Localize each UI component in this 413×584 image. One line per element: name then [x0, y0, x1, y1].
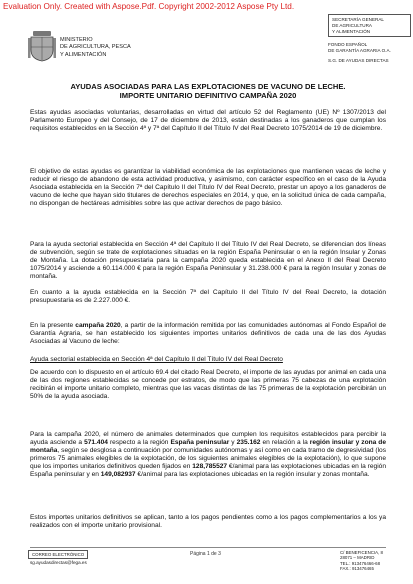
- address-line: C/ BENEFICENCIA, 8: [340, 550, 383, 555]
- text-run: €/animal para las explotaciones ubicadas en la región España peninsular y en: [30, 463, 387, 479]
- text-run: En la presente: [30, 322, 76, 329]
- bold-run: España peninsular: [170, 439, 230, 447]
- paragraph-campaign: [30, 322, 386, 346]
- text-run: en relación a la: [260, 439, 310, 447]
- bold-run: 235.162: [236, 439, 261, 447]
- document-title: [30, 82, 386, 100]
- paragraph-final: Estos importes unitarios definitivos se aplican, tanto a los pagos pendientes como a los pagos complementarios a los ya realizados con el importe unitario provisional.: [30, 514, 386, 530]
- paragraph-objective: El objetivo de estas ayudas es garantizar la viabilidad económica de las explotaciones que mantienen vacas de leche y reducir el riesgo de abandono de esta actividad productiva, y asimismo, con carácter específico en el caso de la Ayuda Asociada establecida en la Sección 7ª del Capítulo II del Título IV del Real Decreto, prestar un apoyo a los ganaderos de vacuno de leche que hayan sido titulares de derechos especiales en 2014, y que, en la solicitud única de cada campaña, no dispongan de hectáreas admisibles sobre las que activar derechos de pago básico.: [30, 168, 386, 208]
- fega-line: FONDO ESPAÑOL: [328, 42, 368, 47]
- ministry-line: MINISTERIO: [60, 37, 93, 43]
- email-link[interactable]: sg.ayudasdirectas@fega.es: [30, 560, 87, 565]
- fega-line: DE GARANTÍA AGRARIA O.A.: [328, 47, 391, 53]
- paragraph-strata: De acuerdo con lo dispuesto en el artículo 69.4 del citado Real Decreto, el importe de las ayudas por animal en cada una de las dos regiones establecidas se concede por estratos, de modo que las primeras 75 cabezas de una explotación recibirán el importe unitario completo, mientras que las vacas distintas de las 75 primeras de la explotación percibirán un 50% de la ayuda asociada.: [30, 369, 386, 401]
- bold-run: región insular y zona de montaña: [30, 439, 386, 455]
- page-number: Página 1 de 3: [190, 551, 221, 557]
- postal-address: [340, 550, 383, 572]
- text-run: , a partir de la información remitida por las comunidades autónomas al Fondo Español de Garantía Agraria, se han establecido los siguientes importes unitarios definitivos de cada una de las dos Ayudas Asociadas al Vacuno de leche:: [30, 322, 387, 346]
- title-line: AYUDAS ASOCIADAS PARA LAS EXPLOTACIONES DE VACUNO DE LECHE.: [70, 82, 346, 91]
- secretariat-box: [328, 14, 411, 37]
- address-line: FAX.: 913476465: [340, 566, 374, 572]
- footer-divider: [30, 547, 386, 548]
- bold-run: 149,082937: [100, 471, 136, 479]
- paragraph-section7: En cuanto a la ayuda establecida en la Sección 7ª del Capítulo II del Título IV del Real Decreto, la dotación presupuestaria es de 2.227.000 €.: [30, 289, 386, 305]
- secretariat-line: DE AGRICULTURA: [332, 22, 372, 28]
- text-run: Para la campaña 2020, el número de animales determinados que cumplen los requisitos establecidos para percibir la ayuda asciende a: [30, 431, 386, 447]
- watermark-text: Evaluation Only. Created with Aspose.Pdf. Copyright 2002-2012 Aspose Pty Ltd.: [3, 2, 295, 11]
- secretariat-line: Y ALIMENTACIÓN: [332, 28, 371, 34]
- subdirectorate-name: S.G. DE AYUDAS DIRECTAS: [328, 58, 389, 63]
- paragraph-amounts: [30, 431, 386, 480]
- paragraph-budget: Para la ayuda sectorial establecida en Sección 4ª del Capítulo II del Título IV del Real Decreto, se diferencian dos líneas de subvención, según se trate de explotaciones situadas en la región España Peninsular o en la región Insular y Zonas de Montaña. La dotación presupuestaria para la campaña 2020 queda establecida en el Anexo II del Real Decreto 1075/2014 y asciende a 60.114.000 € para la región España Peninsular y 31.238.000 € para la región Insular y zonas de montaña.: [30, 241, 386, 281]
- address-line: 28071 – MADRID: [340, 555, 375, 561]
- ministry-name: [60, 37, 131, 59]
- text-run: respecto a la región: [107, 439, 171, 447]
- text-run: y: [229, 439, 237, 447]
- title-line: IMPORTE UNITARIO DEFINITIVO CAMPAÑA 2020: [119, 91, 297, 101]
- ministry-line: Y ALIMENTACIÓN: [60, 51, 107, 58]
- bold-run: campaña 2020: [75, 322, 121, 329]
- section-subheading: Ayuda sectorial establecida en Sección 4ª del Capítulo II del Título IV del Real Decreto: [30, 356, 283, 363]
- secretariat-line: SECRETARÍA GENERAL: [332, 17, 384, 22]
- text-run: , según se desglosa a continuación por comunidades autónomas y así como en cada tramo de degresividad (los primeros 75 animales elegibles de la explotación, de los siguientes animales elegibles de la explotación), lo que supone que los importes unitarios definitivos queden fijados en: [30, 447, 386, 471]
- email-label-box: CORREO ELECTRÓNICO: [28, 550, 88, 559]
- coat-of-arms-icon: [28, 30, 56, 62]
- address-line: TEL.: 913476466-68: [340, 560, 381, 566]
- bold-run: 128,785527: [192, 463, 228, 471]
- ministry-line: DE AGRICULTURA, PESCA: [60, 44, 131, 51]
- text-run: €/animal para las explotaciones ubicadas en la región insular y zonas montaña.: [135, 471, 370, 479]
- paragraph-intro: Estas ayudas asociadas voluntarias, desarrolladas en virtud del artículo 52 del Reglamento (UE) Nº 1307/2013 del Parlamento Europeo y del Consejo, de 17 de diciembre de 2013, están destinadas a los ganaderos que cumplan los requisitos establecidos en la Sección 4ª y 7ª del Capítulo II del Título IV del Real Decreto 1075/2014 de 19 de diciembre.: [30, 109, 386, 133]
- bold-run: 571.404: [84, 439, 108, 447]
- fega-name: [328, 42, 391, 54]
